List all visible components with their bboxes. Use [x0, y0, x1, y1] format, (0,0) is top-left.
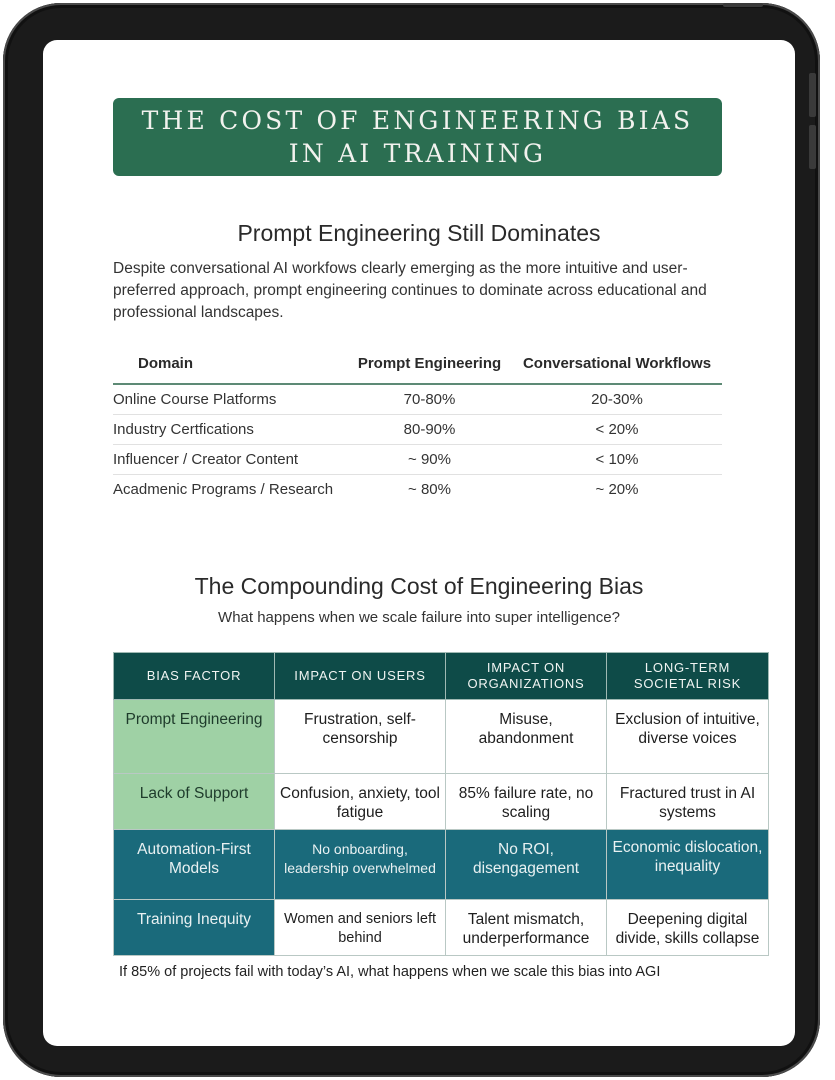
table-row — [114, 900, 769, 956]
header-bias-factor: BIAS FACTOR — [114, 653, 275, 700]
section-subtitle: What happens when we scale failure into super intelligence? — [218, 609, 620, 626]
impact-orgs-cell: No ROI, disengagement — [446, 830, 607, 900]
table-row — [113, 475, 722, 505]
societal-risk-cell: Fractured trust in AI systems — [607, 774, 769, 830]
bias-table — [113, 652, 769, 956]
societal-risk-cell: Deepening digital divide, skills collapse — [607, 900, 769, 956]
tablet-frame — [3, 3, 820, 1077]
header-impact-on-organizations: IMPACT ON ORGANIZATIONS — [446, 653, 607, 700]
bias-factor-cell: Lack of Support — [114, 774, 275, 830]
impact-users-cell: No onboarding, leadership overwhelmed — [275, 830, 446, 900]
prompt-share-cell: ~ 90% — [347, 445, 512, 475]
domain-table — [113, 350, 722, 504]
table-row — [113, 384, 722, 415]
volume-down-button — [809, 125, 816, 169]
intro-paragraph: Despite conversational AI workfows clearly emerging as the more intuitive and user-preferred approach, prompt engineering continues to dominate across educational and professional landscapes. — [113, 260, 707, 321]
societal-risk-cell: Exclusion of intuitive, diverse voices — [607, 700, 769, 774]
impact-orgs-cell: Talent mismatch, underperformance — [446, 900, 607, 956]
impact-users-cell: Frustration, self-censorship — [275, 700, 446, 774]
domain-cell: Industry Certfications — [113, 415, 347, 445]
societal-risk-cell: Economic dislocation, inequality — [607, 830, 769, 900]
domain-cell: Online Course Platforms — [113, 384, 347, 415]
table-row — [114, 774, 769, 830]
volume-up-button — [809, 73, 816, 117]
prompt-share-cell: 80-90% — [347, 415, 512, 445]
footer-note: If 85% of projects fail with today’s AI, what happens when we scale this bias into AGI — [119, 964, 661, 980]
impact-orgs-cell: Misuse, abandonment — [446, 700, 607, 774]
section-heading-prompt-engineering: Prompt Engineering Still Dominates — [237, 220, 601, 246]
bias-factor-cell: Training Inequity — [114, 900, 275, 956]
domain-table-header-row — [113, 350, 722, 384]
table-row — [114, 700, 769, 774]
table-row — [113, 415, 722, 445]
header-prompt-engineering: Prompt Engineering — [347, 350, 512, 384]
tablet-screen — [43, 40, 795, 1046]
impact-users-cell: Women and seniors left behind — [275, 900, 446, 956]
page-title-banner — [113, 98, 722, 176]
domain-cell: Acadmenic Programs / Research — [113, 481, 334, 498]
domain-cell: Influencer / Creator Content — [113, 445, 347, 475]
table-row — [113, 445, 722, 475]
header-conversational-workflows: Conversational Workflows — [512, 350, 722, 384]
conversational-share-cell: ~ 20% — [595, 481, 639, 498]
page-title-line-1: THE COST OF ENGINEERING BIAS — [141, 106, 694, 135]
page-title-line-2: IN AI TRAINING — [288, 139, 547, 168]
impact-orgs-cell: 85% failure rate, no scaling — [446, 774, 607, 830]
header-long-term-societal-risk: LONG-TERM SOCIETAL RISK — [607, 653, 769, 700]
prompt-share-cell: ~ 80% — [408, 481, 451, 498]
bias-factor-cell: Prompt Engineering — [114, 700, 275, 774]
conversational-share-cell: 20-30% — [512, 384, 722, 415]
impact-users-cell: Confusion, anxiety, tool fatigue — [275, 774, 446, 830]
section-heading-compounding-cost: The Compounding Cost of Engineering Bias — [194, 573, 644, 599]
table-row — [114, 830, 769, 900]
prompt-share-cell: 70-80% — [347, 384, 512, 415]
conversational-share-cell: < 10% — [512, 445, 722, 475]
bias-table-header-row — [114, 653, 769, 700]
header-domain: Domain — [113, 350, 347, 384]
conversational-share-cell: < 20% — [512, 415, 722, 445]
bias-factor-cell: Automation-First Models — [114, 830, 275, 900]
header-impact-on-users: IMPACT ON USERS — [275, 653, 446, 700]
power-button — [723, 3, 763, 7]
